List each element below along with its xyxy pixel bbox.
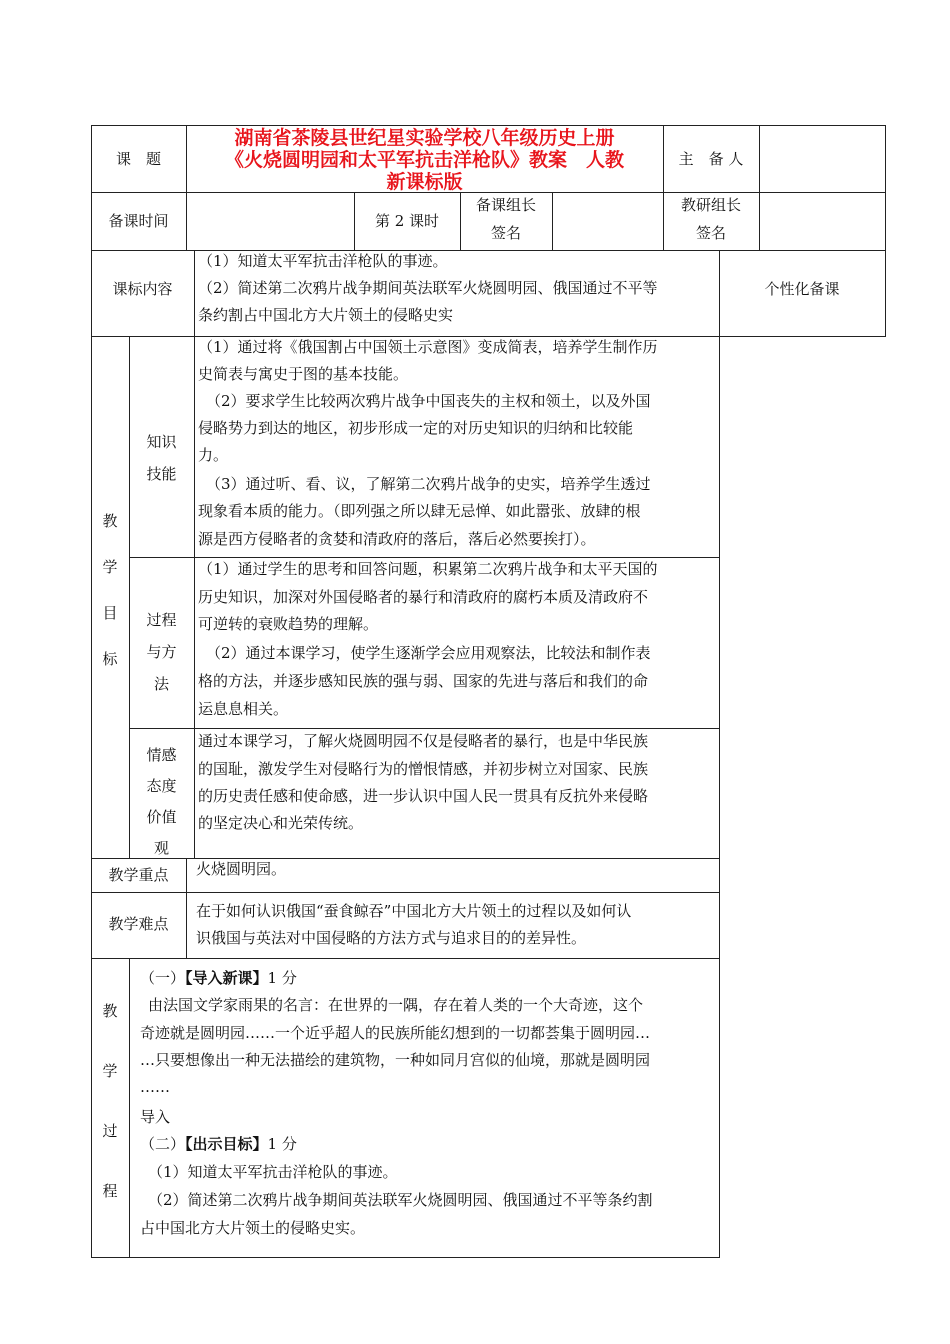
teaching-process-label	[100, 1000, 120, 1240]
emotion-label-line: 观	[153, 839, 169, 857]
emotion-line: 的历史责任感和使命感，进一步认识中国人民一贯具有反抗外来侵略	[198, 787, 649, 805]
emotion-line: 通过本课学习，了解火烧圆明园不仅是侵略者的暴行，也是中华民族	[198, 732, 649, 750]
group-leader-sign: 签名	[490, 224, 521, 242]
objectives-label	[100, 510, 120, 694]
knowledge-label	[129, 426, 194, 490]
emotion-label	[129, 740, 194, 864]
step-title: 【导入新课】	[185, 969, 268, 987]
process-line: 运息息相关。	[198, 700, 289, 718]
process-char: 学	[102, 1062, 118, 1080]
process-line: 格的方法，并逐步感知民族的强与弱、国家的先进与落后和我们的命	[198, 672, 649, 690]
emotion-label-line: 情感	[146, 746, 177, 764]
process-line: 可逆转的衰败趋势的理解。	[198, 615, 379, 633]
step-time: 1 分	[267, 1135, 297, 1153]
process-label-line: 过程	[146, 611, 177, 629]
quote-line: 奇迹就是圆明园……一个近乎超人的民族所能幻想到的一切都荟集于圆明园…	[140, 1024, 651, 1042]
title-line: 新课标版	[386, 171, 463, 193]
step-prefix: （二）	[140, 1135, 186, 1153]
standards-label: 课标内容	[112, 280, 173, 298]
quote-line: 由法国文学家雨果的名言：在世界的一隅，存在着人类的一个大奇迹，这个	[148, 996, 644, 1014]
quote-line: ……	[140, 1078, 170, 1096]
process-char: 过	[102, 1122, 118, 1140]
quote-line: …只要想像出一种无法描绘的建筑物，一种如同月宫似的仙境，那就是圆明园	[140, 1051, 651, 1069]
step-title: 【出示目标】	[185, 1135, 268, 1153]
research-leader-label: 教研组长	[680, 196, 741, 214]
group-leader-label: 备课组长	[475, 196, 536, 214]
standards-line: （2）简述第二次鸦片战争期间英法联军火烧圆明园、俄国通过不平等	[198, 279, 658, 297]
difficulty-line: 在于如何认识俄国“蚕食鲸吞”中国北方大片领土的过程以及如何认	[196, 902, 632, 920]
prep-time-label: 备课时间	[108, 212, 169, 230]
title-line: 湖南省茶陵县世纪星实验学校八年级历史上册	[234, 127, 615, 149]
emotion-line: 的坚定决心和光荣传统。	[198, 814, 364, 832]
title-line: 《火烧圆明园和太平军抗击洋枪队》教案 人教	[224, 149, 624, 171]
process-char: 程	[102, 1182, 118, 1200]
knowledge-line: （1）通过将《俄国割占中国领土示意图》变成简表，培养学生制作历	[198, 338, 658, 356]
process-label-line: 与方	[146, 643, 177, 661]
personal-prep-label: 个性化备课	[764, 280, 840, 298]
standards-line: （1）知道太平军抗击洋枪队的事迹。	[198, 252, 448, 270]
goal-line: （2）简述第二次鸦片战争期间英法联军火烧圆明园、俄国通过不平等条约割	[148, 1191, 653, 1209]
standards-line: 条约割占中国北方大片领土的侵略史实	[198, 306, 454, 324]
preparer-label: 主 备 人	[678, 150, 744, 168]
emotion-line: 的国耻，激发学生对侵略行为的憎恨情感，并初步树立对国家、民族	[198, 760, 649, 778]
key-point-label: 教学重点	[108, 866, 169, 884]
knowledge-line: （2）要求学生比较两次鸦片战争中国丧失的主权和领土，以及外国	[206, 392, 651, 410]
step-prefix: （一）	[140, 969, 186, 987]
process-label-line: 法	[153, 675, 169, 693]
step-heading	[140, 965, 297, 991]
process-line: 历史知识，加深对外国侵略者的暴行和清政府的腐朽本质及清政府不	[198, 588, 649, 606]
objectives-char: 标	[102, 650, 118, 668]
knowledge-line: （3）通过听、看、议，了解第二次鸦片战争的史实，培养学生透过	[206, 475, 651, 493]
emotion-label-line: 态度	[146, 777, 177, 795]
intro-word: 导入	[140, 1108, 171, 1126]
step-heading	[140, 1131, 297, 1157]
objectives-char: 教	[102, 512, 118, 530]
period-label: 第 2 课时	[374, 212, 440, 230]
knowledge-line: 现象看本质的能力。（即列强之所以肆无忌惮、如此嚣张、放肆的根	[198, 502, 641, 520]
research-leader-sign: 签名	[695, 224, 726, 242]
step-time: 1 分	[267, 969, 297, 987]
emotion-label-line: 价值	[146, 808, 177, 826]
knowledge-line: 力。	[198, 446, 229, 464]
knowledge-line: 侵略势力到达的地区，初步形成一定的对历史知识的归纳和比较能	[198, 419, 634, 437]
process-line: （1）通过学生的思考和回答问题，积累第二次鸦片战争和太平天国的	[198, 560, 658, 578]
knowledge-line: 源是西方侵略者的贪婪和清政府的落后，落后必然要挨打）。	[198, 530, 596, 548]
process-method-label	[129, 604, 194, 700]
objectives-char: 学	[102, 558, 118, 576]
goal-line: 占中国北方大片领土的侵略史实。	[140, 1219, 366, 1237]
process-char: 教	[102, 1002, 118, 1020]
process-line: （2）通过本课学习，使学生逐渐学会应用观察法，比较法和制作表	[206, 644, 651, 662]
topic-label: 课 题	[115, 150, 161, 168]
objectives-char: 目	[102, 604, 118, 622]
knowledge-label-line: 技能	[146, 465, 177, 483]
difficulty-label: 教学难点	[108, 915, 169, 933]
knowledge-line: 史简表与寓史于图的基本技能。	[198, 365, 409, 383]
goal-line: （1）知道太平军抗击洋枪队的事迹。	[148, 1163, 398, 1181]
key-point-text: 火烧圆明园。	[196, 860, 287, 878]
knowledge-label-line: 知识	[146, 433, 177, 451]
difficulty-line: 识俄国与英法对中国侵略的方法方式与追求目的的差异性。	[196, 929, 587, 947]
